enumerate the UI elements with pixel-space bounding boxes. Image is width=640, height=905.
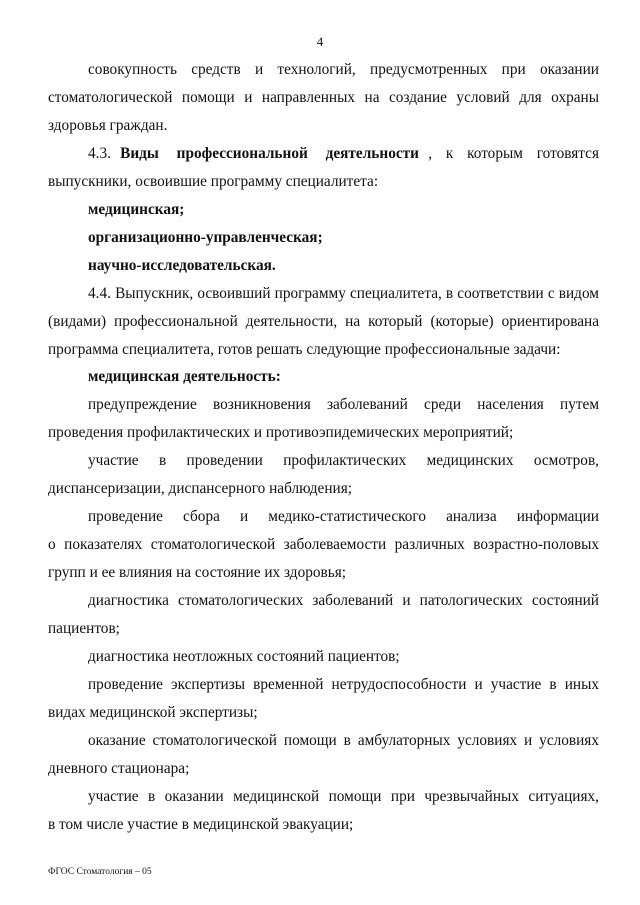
- page-number: 4: [316, 34, 324, 49]
- section-heading: Виды профессиональной деятельности: [120, 145, 419, 162]
- task-line: оказание стоматологической помощи в амбулаторных условиях и условиях: [88, 732, 599, 749]
- section-text: , к которым готовятся: [428, 145, 599, 162]
- activity-type: научно-исследовательская.: [88, 257, 276, 274]
- task-line: групп и ее влияния на состояние их здоровья;: [48, 564, 346, 581]
- task-line: проведения профилактических и противоэпидемических мероприятий;: [48, 424, 514, 441]
- task-line: диагностика стоматологических заболеваний и патологических состояний: [88, 592, 599, 609]
- task-line: пациентов;: [48, 620, 120, 637]
- paragraph-line: программа специалитета, готов решать следующие профессиональные задачи:: [48, 341, 561, 358]
- paragraph-line: совокупность средств и технологий, предусмотренных при оказании: [88, 61, 599, 78]
- paragraph-line: стоматологической помощи и направленных на создание условий для охраны: [48, 89, 599, 106]
- activity-type: медицинская;: [88, 201, 185, 218]
- task-line: проведение экспертизы временной нетрудоспособности и участие в иных: [88, 676, 599, 693]
- paragraph-line: (видами) профессиональной деятельности, на который (которые) ориентирована: [48, 313, 599, 330]
- task-line: дневного стационара;: [48, 760, 190, 777]
- task-line: диагностика неотложных состояний пациентов;: [88, 648, 400, 665]
- section-number: 4.3.: [88, 145, 111, 162]
- task-line: участие в оказании медицинской помощи при чрезвычайных ситуациях,: [88, 788, 599, 805]
- medical-activity-heading: медицинская деятельность:: [88, 368, 281, 385]
- section-4-3-line: [88, 144, 599, 164]
- paragraph-line: здоровья граждан.: [48, 117, 168, 134]
- task-line: участие в проведении профилактических медицинских осмотров,: [88, 452, 599, 469]
- task-line: проведение сбора и медико-статистического анализа информации: [88, 508, 599, 525]
- task-line: в том числе участие в медицинской эвакуации;: [48, 816, 354, 833]
- paragraph-line: 4.4. Выпускник, освоивший программу специалитета, в соответствии с видом: [88, 285, 599, 302]
- task-line: видах медицинской экспертизы;: [48, 704, 258, 721]
- task-line: диспансеризации, диспансерного наблюдения;: [48, 480, 352, 497]
- task-line: о показателях стоматологической заболеваемости различных возрастно-половых: [48, 536, 599, 553]
- footer: ФГОС Стоматология – 05: [48, 867, 152, 877]
- task-line: предупреждение возникновения заболеваний среди населения путем: [88, 396, 599, 413]
- activity-type: организационно-управленческая;: [88, 229, 323, 246]
- paragraph-line: выпускники, освоившие программу специалитета:: [48, 173, 379, 190]
